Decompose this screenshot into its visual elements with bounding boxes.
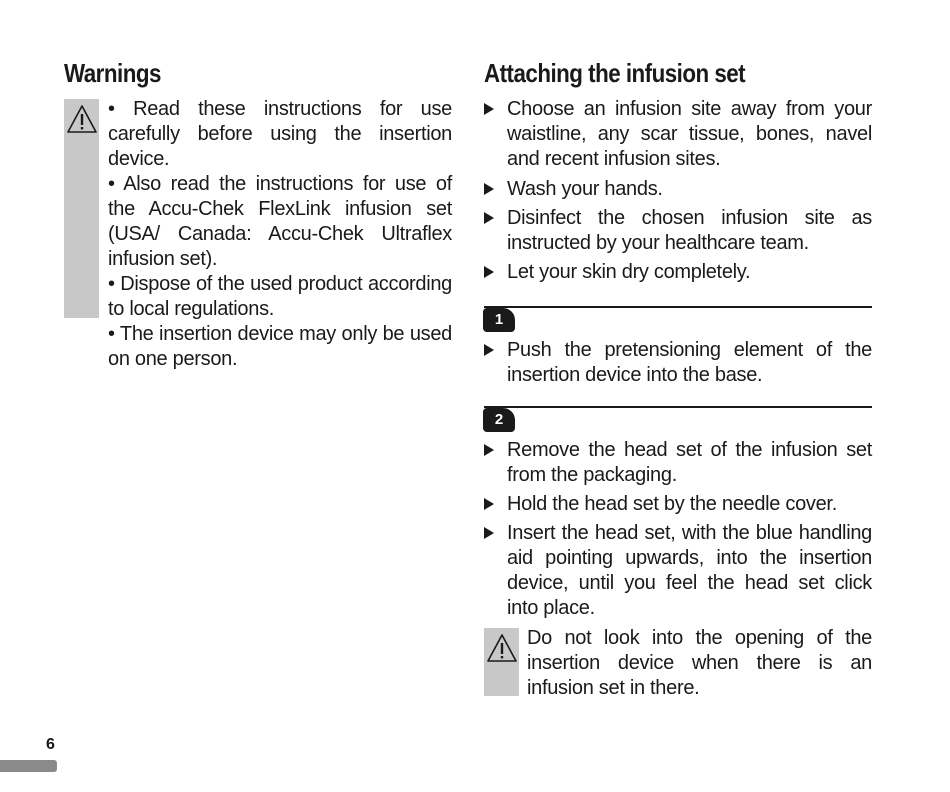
step-2-badge: 2 bbox=[483, 408, 515, 432]
list-item: Wash your hands. bbox=[484, 177, 872, 202]
list-item: Choose an infusion site away from your waistline, any scar tissue, bones, navel and recent infusion sites. bbox=[484, 97, 872, 172]
warning-item: • The insertion device may only be used on one person. bbox=[108, 323, 452, 370]
arrow-bullet-icon bbox=[484, 266, 494, 278]
warnings-list bbox=[108, 97, 452, 372]
arrow-bullet-icon bbox=[484, 103, 494, 115]
attaching-heading: Attaching the infusion set bbox=[484, 58, 746, 88]
list-item: Push the pretensioning element of the insertion device into the base. bbox=[484, 338, 872, 388]
caution-text: Do not look into the opening of the insertion device when there is an infusion set in there. bbox=[527, 627, 872, 699]
warnings-heading: Warnings bbox=[64, 58, 161, 88]
step-1-badge: 1 bbox=[483, 308, 515, 332]
list-item: Hold the head set by the needle cover. bbox=[484, 492, 872, 517]
page-tab-marker bbox=[0, 760, 57, 772]
warning-item: • Dispose of the used product according to local regulations. bbox=[108, 273, 452, 320]
list-item: Disinfect the chosen infusion site as instructed by your healthcare team. bbox=[484, 206, 872, 256]
warning-triangle-icon bbox=[486, 633, 518, 663]
arrow-bullet-icon bbox=[484, 344, 494, 356]
warning-item: • Read these instructions for use carefully before using the insertion device. bbox=[108, 98, 452, 170]
warning-triangle-icon bbox=[66, 104, 98, 134]
step-2-divider bbox=[484, 406, 872, 408]
arrow-bullet-icon bbox=[484, 444, 494, 456]
arrow-bullet-icon bbox=[484, 498, 494, 510]
arrow-bullet-icon bbox=[484, 183, 494, 195]
list-item: Remove the head set of the infusion set from the packaging. bbox=[484, 438, 872, 488]
list-item: Let your skin dry completely. bbox=[484, 260, 872, 285]
arrow-bullet-icon bbox=[484, 527, 494, 539]
list-item: Insert the head set, with the blue handling aid pointing upwards, into the insertion device, until you feel the head set click into place. bbox=[484, 521, 872, 621]
warning-item: • Also read the instructions for use of the Accu-Chek FlexLink infusion set (USA/ Canada: Accu-Chek Ultraflex infusion set). bbox=[108, 173, 452, 270]
arrow-bullet-icon bbox=[484, 212, 494, 224]
page-number: 6 bbox=[46, 736, 55, 753]
step-1-divider bbox=[484, 306, 872, 308]
